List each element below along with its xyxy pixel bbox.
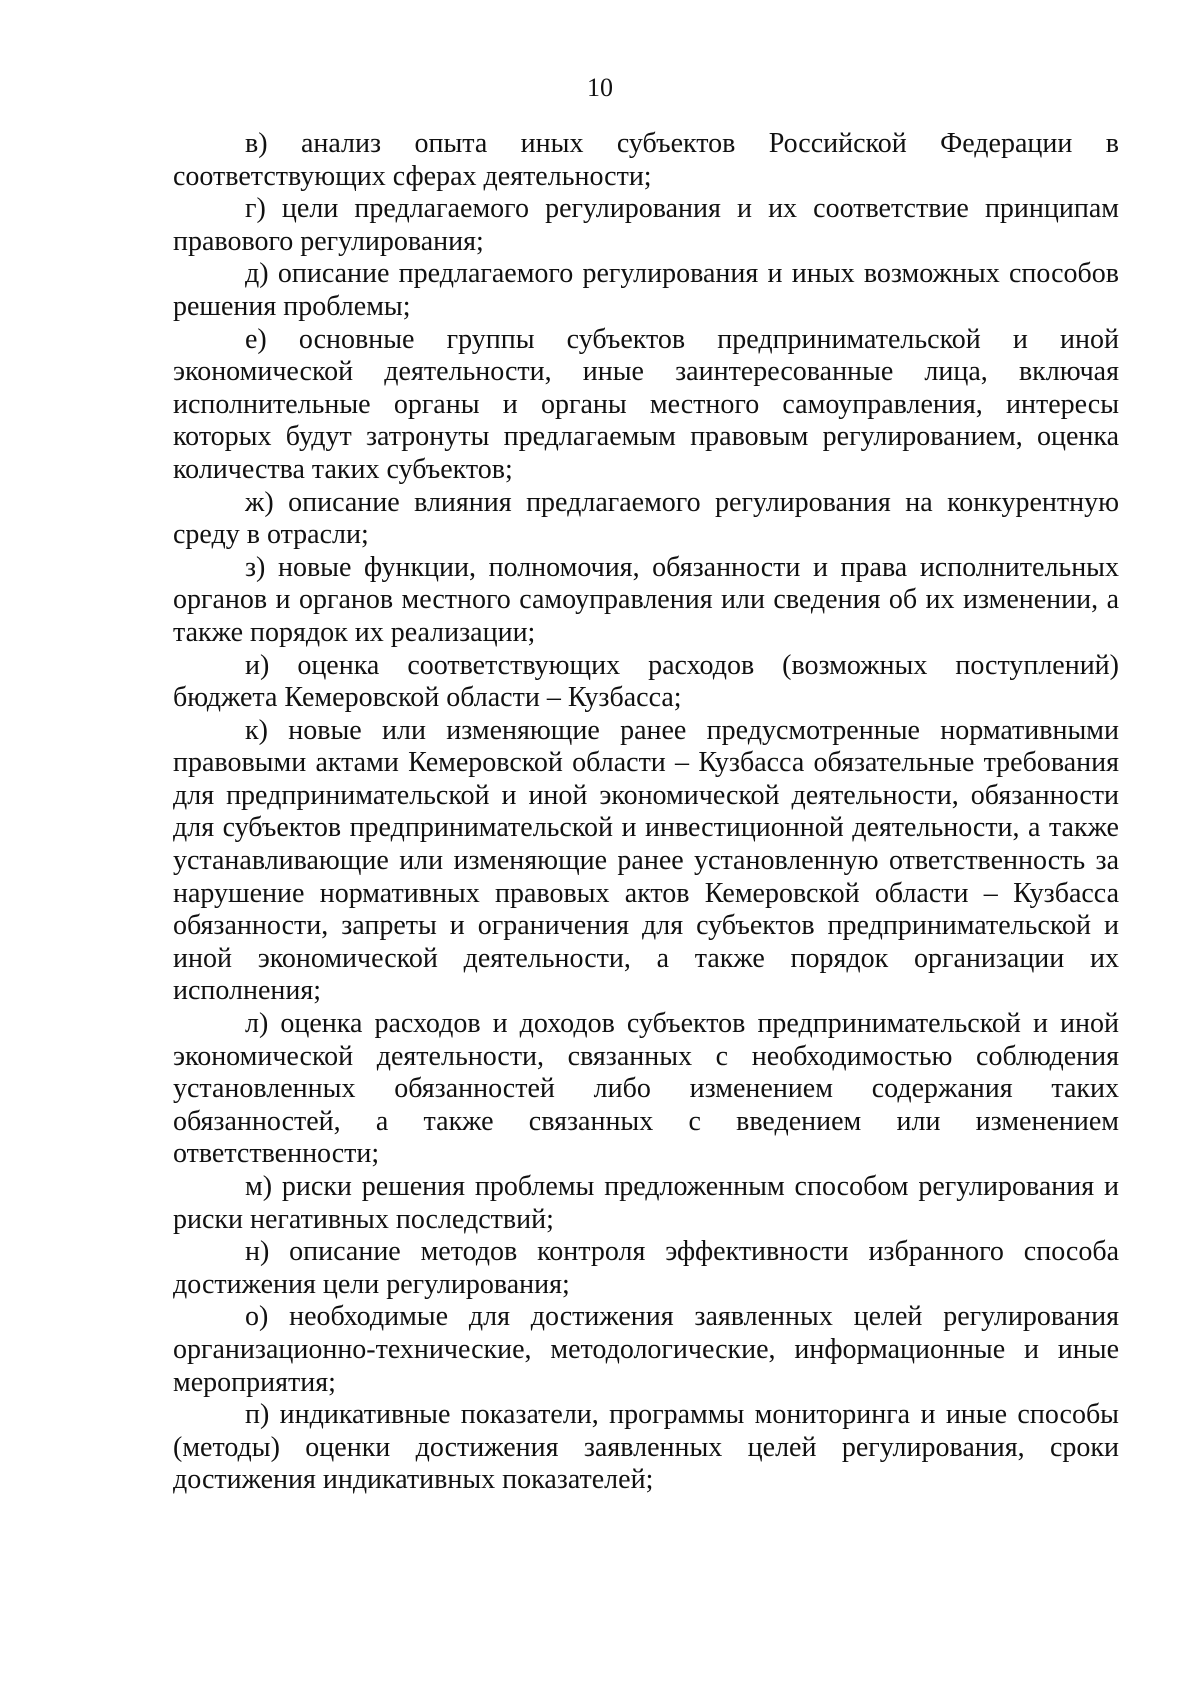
paragraph-z: з) новые функции, полномочия, обязанности и права исполнительных органов и органов местного самоуправления или сведения об их изменении, а также порядок их реализации; xyxy=(173,551,1119,648)
paragraph-k: к) новые или изменяющие ранее предусмотренные нормативными правовыми актами Кемеровской области – Кузбасса обязательные требования для предпринимательской и иной экономической деятельности, обязанности для субъектов предпринимательской и инвестиционной деятельности, а также устанавливающие или изменяющие ранее установленную ответственность за нарушение нормативных правовых актов Кемеровской области – Кузбасса обязанности, запреты и ограничения для субъектов предпринимательской и иной экономической деятельности, а также порядок организации их исполнения; xyxy=(173,714,1119,1007)
paragraph-v: в) анализ опыта иных субъектов Российской Федерации в соответствующих сферах деятельности; xyxy=(173,128,1119,192)
paragraph-e: е) основные группы субъектов предпринимательской и иной экономической деятельности, иные заинтересованные лица, включая исполнительные органы и органы местного самоуправления, интересы которых будут затронуты предлагаемым правовым регулированием, оценка количества таких субъектов; xyxy=(173,323,1119,485)
paragraph-i: и) оценка соответствующих расходов (возможных поступлений) бюджета Кемеровской области – Кузбасса; xyxy=(173,649,1119,714)
paragraph-d: д) описание предлагаемого регулирования и иных возможных способов решения проблемы; xyxy=(173,258,1119,322)
paragraph-m: м) риски решения проблемы предложенным способом регулирования и риски негативных последствий; xyxy=(173,1171,1119,1235)
paragraph-zh: ж) описание влияния предлагаемого регулирования на конкурентную среду в отрасли; xyxy=(173,486,1119,551)
paragraph-p: п) индикативные показатели, программы мониторинга и иные способы (методы) оценки достижения заявленных целей регулирования, сроки достижения индикативных показателей; xyxy=(173,1399,1119,1496)
paragraph-l: л) оценка расходов и доходов субъектов предпринимательской и иной экономической деятельности, связанных с необходимостью соблюдения установленных обязанностей либо изменением содержания таких обязанностей, а также связанных с введением или изменением ответственности; xyxy=(173,1008,1119,1170)
page-number: 10 xyxy=(587,73,613,102)
paragraph-g: г) цели предлагаемого регулирования и их соответствие принципам правового регулирования; xyxy=(173,193,1119,257)
paragraph-o: о) необходимые для достижения заявленных целей регулирования организационно-технические, методологические, информационные и иные мероприятия; xyxy=(173,1301,1119,1398)
paragraph-n: н) описание методов контроля эффективности избранного способа достижения цели регулирования; xyxy=(173,1236,1119,1300)
document-body xyxy=(173,128,1119,1497)
